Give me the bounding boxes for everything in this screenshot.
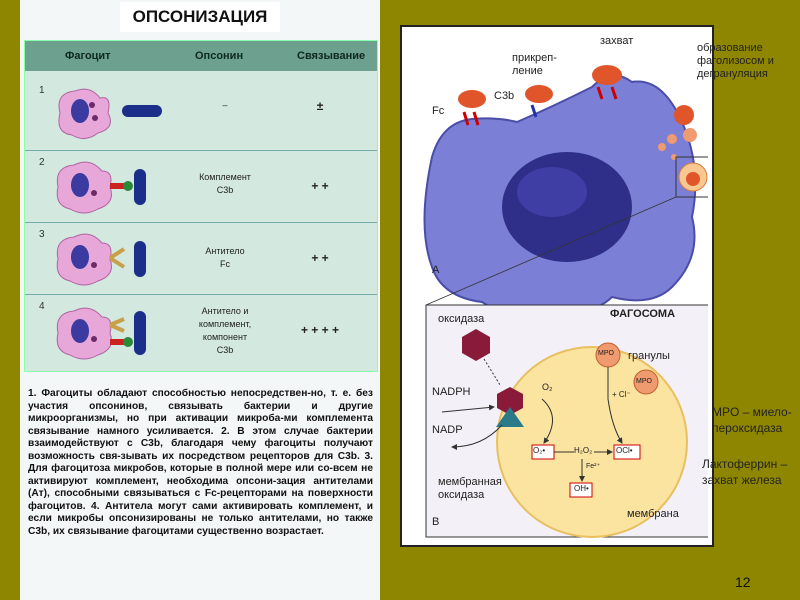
row-divider [25,294,377,295]
label-ocl: OCl• [616,446,633,455]
phagocyte-illustration-3 [50,229,170,291]
binding-cell: + + [311,251,329,265]
label-o2-radical: O₂• [533,446,546,455]
label-oxidase: оксидаза [438,313,485,325]
label-panel-b: B [432,516,440,528]
granule [683,128,697,142]
phagocytosis-diagram [402,27,708,541]
label-nadp: NADP [432,424,463,436]
binding-cell: + + [311,179,329,193]
label-o2: O₂ [542,382,553,392]
bacterium [525,85,553,103]
opsonization-table [24,40,378,372]
row-number: 2 [39,157,45,168]
label-mpo-2: MPO [636,378,652,385]
opsonin-cell: – [222,100,228,110]
description-text: 1. Фагоциты обладают способностью непосредствен-но, т. е. без участия опсонинов, связывать бактерии и другие микроорганизмы, но при активации микроба-ми комплемента связывание намного усиливается. 2. В этом случае бактерии взаимодействуют с C3b, благодаря чему фагоциты получают возможность свя-зывать их посредством рецепторов для C3b. 3. Для фагоцитоза микробов, которые в полной мере или со-всем не активируют комплемент, необходима опсони-зация антителами (Ат), способными связываться с Fc-рецепторами на поверхности фагоцитов. 4. Антитела могут сами активировать комплемент, и если микробы опсонизированы не только антителами, но также C3b, их связывание фагоцитами существенно возрастает. [28,388,373,537]
phagosome-bacterium [686,172,700,186]
header-binding: Связывание [297,50,366,62]
phagocyte-illustration-1 [50,83,170,143]
row-divider [25,150,377,151]
phagocyte-illustration-2 [50,157,170,219]
label-panel-a: A [432,264,440,276]
label-fc: Fc [432,105,445,117]
page-number: 12 [735,574,751,590]
binding-cell: ± [316,99,324,113]
row-divider [25,222,377,223]
label-attach: прикреп- ление [512,52,557,77]
opsonin-cell: Антитело Fc [205,246,245,269]
label-nadph: NADPH [432,386,471,398]
header-phagocyte: Фагоцит [65,50,111,62]
opsonin-cell: Комплемент C3b [199,172,251,195]
table-header [25,41,377,71]
label-c3b: C3b [494,90,515,102]
label-fe2: Fe²⁺ [586,463,601,470]
bacterium [592,65,622,85]
label-membrane: мембрана [627,508,679,520]
mpo-definition: MPO – миело- пероксидаза [712,405,792,435]
row-number: 1 [39,85,45,96]
label-membrane-oxidase: мембранная оксидаза [438,476,502,501]
page-title: ОПСОНИЗАЦИЯ [120,2,280,32]
label-granules: гранулы [628,350,670,362]
row-number: 4 [39,301,45,312]
label-capture: захват [600,35,634,47]
label-mpo-1: MPO [598,350,614,357]
binding-cell: + + + + [300,323,340,337]
label-phagosome: ФАГОСОМА [610,308,676,320]
bacterium [458,90,486,108]
row-number: 3 [39,229,45,240]
header-opsonin: Опсонин [195,50,244,62]
nucleus-highlight [517,167,587,217]
label-h2o2: H₂O₂ [574,446,593,455]
granule [667,134,677,144]
phagolysosome [674,105,694,125]
lactoferrin-definition: Лактоферрин – захват железа [702,457,788,487]
label-oh: OH• [574,484,589,493]
label-formation: образование фаголизосом и дегрануляция [697,42,774,80]
granule [658,143,666,151]
phagocyte-illustration-4 [50,303,170,367]
label-cl: + Cl⁻ [612,390,631,399]
opsonin-cell: Антитело и комплемент, компонент C3b [198,306,252,355]
